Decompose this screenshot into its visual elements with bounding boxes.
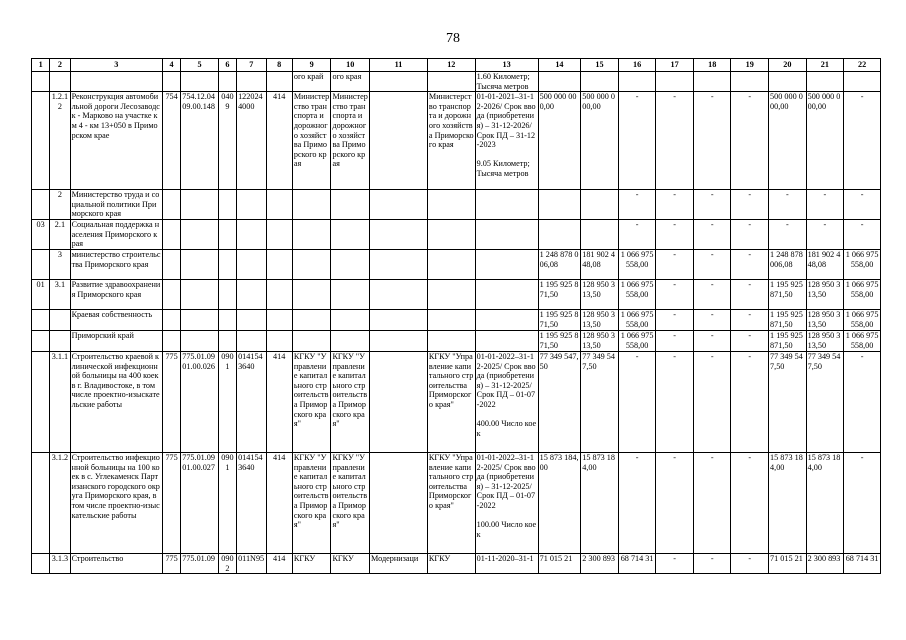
table-cell: - bbox=[731, 351, 769, 452]
table-cell bbox=[162, 330, 180, 351]
column-header: 8 bbox=[266, 59, 292, 72]
table-cell: 128 950 313,50 bbox=[806, 309, 844, 330]
table-cell: Краевая собственность bbox=[70, 309, 162, 330]
table-cell: - bbox=[844, 220, 881, 250]
table-cell bbox=[427, 190, 475, 220]
table-cell: 15 873 184,00 bbox=[538, 452, 581, 553]
table-row bbox=[32, 72, 881, 92]
table-cell bbox=[370, 452, 428, 553]
column-header: 12 bbox=[427, 59, 475, 72]
table-cell: - bbox=[693, 220, 731, 250]
table-cell: 128 950 313,50 bbox=[581, 309, 619, 330]
table-cell: Модернизаци bbox=[370, 553, 428, 573]
table-cell bbox=[656, 72, 694, 92]
table-cell: 414 bbox=[266, 92, 292, 190]
table-cell bbox=[181, 309, 219, 330]
table-cell: 1 066 975 558,00 bbox=[618, 279, 656, 309]
table-cell bbox=[32, 72, 50, 92]
table-cell bbox=[218, 220, 236, 250]
table-cell: 014154 3640 bbox=[237, 351, 266, 452]
table-cell bbox=[266, 72, 292, 92]
table-cell: 128 950 313,50 bbox=[806, 330, 844, 351]
table-cell bbox=[292, 279, 331, 309]
table-cell: КГКУ "Управление капитального строительства Приморского края" bbox=[331, 351, 370, 452]
table-cell bbox=[427, 279, 475, 309]
table-cell: - bbox=[656, 92, 694, 190]
table-cell bbox=[331, 279, 370, 309]
table-cell bbox=[218, 190, 236, 220]
table-cell bbox=[370, 220, 428, 250]
table-cell bbox=[581, 190, 619, 220]
table-cell: 414 bbox=[266, 351, 292, 452]
table-cell: 775 bbox=[162, 351, 180, 452]
table-cell: ого края bbox=[331, 72, 370, 92]
table-row bbox=[32, 553, 881, 573]
table-cell bbox=[162, 220, 180, 250]
table-row bbox=[32, 249, 881, 279]
table-cell: - bbox=[656, 309, 694, 330]
table-cell bbox=[538, 190, 581, 220]
column-header: 17 bbox=[656, 59, 694, 72]
table-cell: 01-01-2022–31-12-2025/ Срок ввода (приобретения) – 31-12-2025/ Срок ПД – 01-07-2022 100.00 Число коек bbox=[475, 452, 538, 553]
table-cell bbox=[331, 309, 370, 330]
table-cell bbox=[581, 72, 619, 92]
table-cell: 2 bbox=[50, 190, 70, 220]
table-cell: 128 950 313,50 bbox=[581, 330, 619, 351]
budget-table bbox=[31, 58, 881, 574]
table-cell bbox=[370, 249, 428, 279]
table-cell: 1 248 878 006,08 bbox=[769, 249, 807, 279]
table-cell bbox=[266, 279, 292, 309]
table-cell: 3.1.3 bbox=[50, 553, 70, 573]
table-cell bbox=[162, 190, 180, 220]
table-cell: 011N95 bbox=[237, 553, 266, 573]
table-cell bbox=[370, 309, 428, 330]
table-cell bbox=[218, 279, 236, 309]
table-cell bbox=[292, 309, 331, 330]
table-cell: - bbox=[769, 220, 807, 250]
table-cell: 775 bbox=[162, 553, 180, 573]
table-cell bbox=[237, 279, 266, 309]
table-cell: 1 195 925 871,50 bbox=[769, 309, 807, 330]
table-row bbox=[32, 279, 881, 309]
table-cell: КГКУ bbox=[331, 553, 370, 573]
table-cell bbox=[427, 249, 475, 279]
column-header: 21 bbox=[806, 59, 844, 72]
table-cell bbox=[475, 279, 538, 309]
table-row bbox=[32, 452, 881, 553]
table-cell: - bbox=[693, 351, 731, 452]
table-cell: - bbox=[693, 553, 731, 573]
table-cell bbox=[370, 190, 428, 220]
table-cell: 128 950 313,50 bbox=[581, 279, 619, 309]
table-cell: КГКУ "Управление капитального строительства Приморского края" bbox=[292, 452, 331, 553]
table-row bbox=[32, 309, 881, 330]
table-cell: 01 bbox=[32, 279, 50, 309]
table-row bbox=[32, 351, 881, 452]
table-cell: 775.01.09 01.00.026 bbox=[181, 351, 219, 452]
table-cell: 77 349 547,50 bbox=[769, 351, 807, 452]
table-cell bbox=[181, 279, 219, 309]
table-cell: 1 066 975 558,00 bbox=[844, 330, 881, 351]
table-cell bbox=[32, 190, 50, 220]
table-cell: 71 015 21 bbox=[769, 553, 807, 573]
table-cell bbox=[331, 249, 370, 279]
column-header: 1 bbox=[32, 59, 50, 72]
table-cell: 77 349 547,50 bbox=[581, 351, 619, 452]
table-cell bbox=[538, 220, 581, 250]
table-cell: 0901 bbox=[218, 452, 236, 553]
table-cell: 3.1.1 bbox=[50, 351, 70, 452]
table-cell bbox=[370, 351, 428, 452]
table-cell: 1 066 975 558,00 bbox=[844, 249, 881, 279]
column-header: 19 bbox=[731, 59, 769, 72]
table-cell: КГКУ "Управление капитального строительства Приморского края" bbox=[427, 351, 475, 452]
table-row bbox=[32, 190, 881, 220]
table-cell bbox=[162, 72, 180, 92]
table-cell bbox=[181, 330, 219, 351]
table-cell: Министерство транспорта и дорожного хозяйства Приморского края bbox=[292, 92, 331, 190]
table-cell: - bbox=[844, 351, 881, 452]
table-cell bbox=[266, 249, 292, 279]
table-cell bbox=[266, 190, 292, 220]
table-cell: - bbox=[731, 220, 769, 250]
table-cell: 1 248 878 006,08 bbox=[538, 249, 581, 279]
table-cell bbox=[218, 330, 236, 351]
table-cell bbox=[427, 72, 475, 92]
table-cell: - bbox=[731, 279, 769, 309]
table-cell: - bbox=[618, 220, 656, 250]
column-header: 18 bbox=[693, 59, 731, 72]
table-cell bbox=[331, 220, 370, 250]
column-header: 11 bbox=[370, 59, 428, 72]
table-cell: - bbox=[769, 190, 807, 220]
table-cell: 2 300 893 bbox=[806, 553, 844, 573]
table-cell: 68 714 31 bbox=[844, 553, 881, 573]
table-cell: 775 bbox=[162, 452, 180, 553]
table-cell: - bbox=[656, 190, 694, 220]
table-cell bbox=[237, 72, 266, 92]
table-cell bbox=[266, 330, 292, 351]
table-cell bbox=[162, 249, 180, 279]
table-cell: 3.1 bbox=[50, 279, 70, 309]
table-cell: 1 195 925 871,50 bbox=[538, 279, 581, 309]
table-cell: КГКУ "Управление капитального строительства Приморского края" bbox=[292, 351, 331, 452]
table-row bbox=[32, 330, 881, 351]
table-cell bbox=[370, 279, 428, 309]
table-cell: 1 066 975 558,00 bbox=[618, 330, 656, 351]
table-cell: 77 349 547,50 bbox=[806, 351, 844, 452]
table-cell: 2 300 893 bbox=[581, 553, 619, 573]
table-cell: 500 000 000,00 bbox=[806, 92, 844, 190]
table-cell: Строительство краевой клинической инфекционной больницы на 400 коек в г. Владивостоке, в том числе проектно-изыскательские работы bbox=[70, 351, 162, 452]
table-cell bbox=[427, 330, 475, 351]
table-cell: - bbox=[731, 452, 769, 553]
table-cell: 500 000 000,00 bbox=[769, 92, 807, 190]
table-cell: 754 bbox=[162, 92, 180, 190]
table-cell: 77 349 547,50 bbox=[538, 351, 581, 452]
table-cell: - bbox=[806, 220, 844, 250]
table-cell: - bbox=[656, 351, 694, 452]
table-cell: 71 015 21 bbox=[538, 553, 581, 573]
table-cell bbox=[427, 220, 475, 250]
table-cell bbox=[331, 190, 370, 220]
table-cell: - bbox=[844, 452, 881, 553]
table-cell: 1 195 925 871,50 bbox=[538, 309, 581, 330]
table-cell bbox=[237, 309, 266, 330]
table-cell: Строительство инфекционной больницы на 100 коек в с. Углекаменск Партизанского городского округа Приморского края, в том числе проектно-изыскательские работы bbox=[70, 452, 162, 553]
table-cell: 1 195 925 871,50 bbox=[769, 279, 807, 309]
table-cell: - bbox=[656, 452, 694, 553]
table-cell bbox=[181, 220, 219, 250]
table-cell bbox=[50, 72, 70, 92]
table-cell: - bbox=[656, 553, 694, 573]
table-cell bbox=[370, 92, 428, 190]
table-header-row bbox=[32, 59, 881, 72]
column-header: 22 bbox=[844, 59, 881, 72]
table-cell bbox=[538, 72, 581, 92]
table-cell bbox=[427, 309, 475, 330]
table-cell: КГКУ "Управление капитального строительства Приморского края" bbox=[331, 452, 370, 553]
table-cell bbox=[50, 330, 70, 351]
table-cell bbox=[32, 330, 50, 351]
table-cell bbox=[181, 249, 219, 279]
column-header: 13 bbox=[475, 59, 538, 72]
table-cell: - bbox=[693, 309, 731, 330]
table-cell: - bbox=[731, 553, 769, 573]
table-cell: КГКУ bbox=[427, 553, 475, 573]
column-header: 20 bbox=[769, 59, 807, 72]
table-cell: Строительство bbox=[70, 553, 162, 573]
table-cell: Социальная поддержка населения Приморского края bbox=[70, 220, 162, 250]
table-cell bbox=[237, 190, 266, 220]
table-cell bbox=[32, 351, 50, 452]
table-cell bbox=[475, 190, 538, 220]
table-cell: - bbox=[806, 190, 844, 220]
table-cell: 01-01-2021–31-12-2026/ Срок ввода (приобретения) – 31-12-2026/ Срок ПД – 31-12-2023 9.05 Километр; Тысяча метров bbox=[475, 92, 538, 190]
table-cell: - bbox=[656, 330, 694, 351]
table-cell: ого край bbox=[292, 72, 331, 92]
column-header: 10 bbox=[331, 59, 370, 72]
table-cell bbox=[237, 330, 266, 351]
table-cell: 0409 bbox=[218, 92, 236, 190]
table-cell bbox=[475, 249, 538, 279]
table-cell bbox=[581, 220, 619, 250]
table-cell: 1 066 975 558,00 bbox=[844, 309, 881, 330]
table-cell: Министерство транспорта и дорожного хозяйства Приморского края bbox=[331, 92, 370, 190]
table-cell: - bbox=[618, 92, 656, 190]
table-cell bbox=[237, 220, 266, 250]
table-row bbox=[32, 92, 881, 190]
table-cell: Реконструкция автомобильной дороги Лесозаводск - Марково на участке км 4 - км 13+050 в Приморском крае bbox=[70, 92, 162, 190]
table-cell: 15 873 184,00 bbox=[769, 452, 807, 553]
column-header: 3 bbox=[70, 59, 162, 72]
table-cell: 2.1 bbox=[50, 220, 70, 250]
table-cell bbox=[266, 220, 292, 250]
table-cell: - bbox=[693, 279, 731, 309]
table-cell bbox=[237, 249, 266, 279]
table-cell bbox=[292, 190, 331, 220]
table-cell: - bbox=[731, 190, 769, 220]
table-cell: 15 873 184,00 bbox=[806, 452, 844, 553]
table-cell: 775.01.09 01.00.027 bbox=[181, 452, 219, 553]
table-cell: 500 000 000,00 bbox=[538, 92, 581, 190]
table-cell bbox=[32, 452, 50, 553]
table-cell bbox=[162, 309, 180, 330]
table-cell: 01-01-2022–31-12-2025/ Срок ввода (приобретения) – 31-12-2025/ Срок ПД – 01-07-2022 400.00 Число коек bbox=[475, 351, 538, 452]
table-cell: - bbox=[618, 452, 656, 553]
table-cell: 1 195 925 871,50 bbox=[769, 330, 807, 351]
table-cell: 15 873 184,00 bbox=[581, 452, 619, 553]
table-cell bbox=[32, 309, 50, 330]
table-cell: 68 714 31 bbox=[618, 553, 656, 573]
table-cell: КГКУ "Управление капитального строительства Приморского края" bbox=[427, 452, 475, 553]
table-cell: - bbox=[693, 452, 731, 553]
table-cell bbox=[32, 249, 50, 279]
table-cell: 1 066 975 558,00 bbox=[618, 309, 656, 330]
table-body bbox=[32, 59, 881, 574]
table-cell bbox=[292, 220, 331, 250]
table-cell: 122024 4000 bbox=[237, 92, 266, 190]
table-cell: министерство строительства Приморского края bbox=[70, 249, 162, 279]
table-cell: - bbox=[656, 279, 694, 309]
table-cell bbox=[50, 309, 70, 330]
column-header: 16 bbox=[618, 59, 656, 72]
table-cell: 181 902 448,08 bbox=[581, 249, 619, 279]
column-header: 15 bbox=[581, 59, 619, 72]
table-cell: Министерство транспорта и дорожного хозяйства Приморского края bbox=[427, 92, 475, 190]
column-header: 6 bbox=[218, 59, 236, 72]
table-cell bbox=[806, 72, 844, 92]
table-cell: - bbox=[731, 330, 769, 351]
table-row bbox=[32, 220, 881, 250]
table-cell bbox=[218, 309, 236, 330]
table-cell: 3.1.2 bbox=[50, 452, 70, 553]
table-cell bbox=[693, 72, 731, 92]
table-cell: - bbox=[731, 249, 769, 279]
table-cell: Приморский край bbox=[70, 330, 162, 351]
table-cell: - bbox=[844, 92, 881, 190]
table-cell bbox=[475, 309, 538, 330]
table-cell: 754.12.04 09.00.148 bbox=[181, 92, 219, 190]
table-cell: 03 bbox=[32, 220, 50, 250]
table-cell: КГКУ bbox=[292, 553, 331, 573]
column-header: 4 bbox=[162, 59, 180, 72]
column-header: 7 bbox=[237, 59, 266, 72]
table-cell: - bbox=[656, 220, 694, 250]
table-cell: Министерство труда и социальной политики Приморского края bbox=[70, 190, 162, 220]
table-cell: - bbox=[731, 309, 769, 330]
table-cell: 500 000 000,00 bbox=[581, 92, 619, 190]
table-cell: 01-11-2020–31-1 bbox=[475, 553, 538, 573]
table-cell: 414 bbox=[266, 452, 292, 553]
table-cell: - bbox=[618, 190, 656, 220]
table-cell bbox=[181, 72, 219, 92]
table-cell: 0901 bbox=[218, 351, 236, 452]
table-cell bbox=[475, 220, 538, 250]
table-cell: - bbox=[844, 190, 881, 220]
table-cell bbox=[162, 279, 180, 309]
table-cell: 1 066 975 558,00 bbox=[844, 279, 881, 309]
table-cell: 181 902 448,08 bbox=[806, 249, 844, 279]
table-cell bbox=[266, 309, 292, 330]
table-cell bbox=[370, 72, 428, 92]
page-number: 78 bbox=[446, 31, 460, 46]
column-header: 14 bbox=[538, 59, 581, 72]
table-cell bbox=[32, 92, 50, 190]
column-header: 5 bbox=[181, 59, 219, 72]
table-cell: 1 066 975 558,00 bbox=[618, 249, 656, 279]
table-cell: 128 950 313,50 bbox=[806, 279, 844, 309]
table-cell bbox=[475, 330, 538, 351]
table-cell bbox=[32, 553, 50, 573]
table-cell: - bbox=[693, 92, 731, 190]
table-cell: 1.2.12 bbox=[50, 92, 70, 190]
table-cell: 414 bbox=[266, 553, 292, 573]
table-cell bbox=[218, 72, 236, 92]
table-cell bbox=[844, 72, 881, 92]
column-header: 9 bbox=[292, 59, 331, 72]
table-cell: 014154 3640 bbox=[237, 452, 266, 553]
table-cell: - bbox=[731, 92, 769, 190]
table-cell bbox=[70, 72, 162, 92]
table-cell bbox=[181, 190, 219, 220]
table-cell: 1.60 Километр; Тысяча метров bbox=[475, 72, 538, 92]
table-cell: - bbox=[656, 249, 694, 279]
table-cell: - bbox=[693, 190, 731, 220]
table-cell: - bbox=[693, 330, 731, 351]
table-cell bbox=[292, 249, 331, 279]
column-header: 2 bbox=[50, 59, 70, 72]
table-cell: Развитие здравоохранения Приморского края bbox=[70, 279, 162, 309]
table-cell: - bbox=[618, 351, 656, 452]
table-cell: 775.01.09 bbox=[181, 553, 219, 573]
table-cell: 0902 bbox=[218, 553, 236, 573]
table-cell: - bbox=[693, 249, 731, 279]
table-cell bbox=[218, 249, 236, 279]
table-cell bbox=[292, 330, 331, 351]
table-cell: 1 195 925 871,50 bbox=[538, 330, 581, 351]
table-cell bbox=[618, 72, 656, 92]
table-cell bbox=[370, 330, 428, 351]
table-cell bbox=[331, 330, 370, 351]
table-cell bbox=[769, 72, 807, 92]
table-cell bbox=[731, 72, 769, 92]
table-cell: 3 bbox=[50, 249, 70, 279]
